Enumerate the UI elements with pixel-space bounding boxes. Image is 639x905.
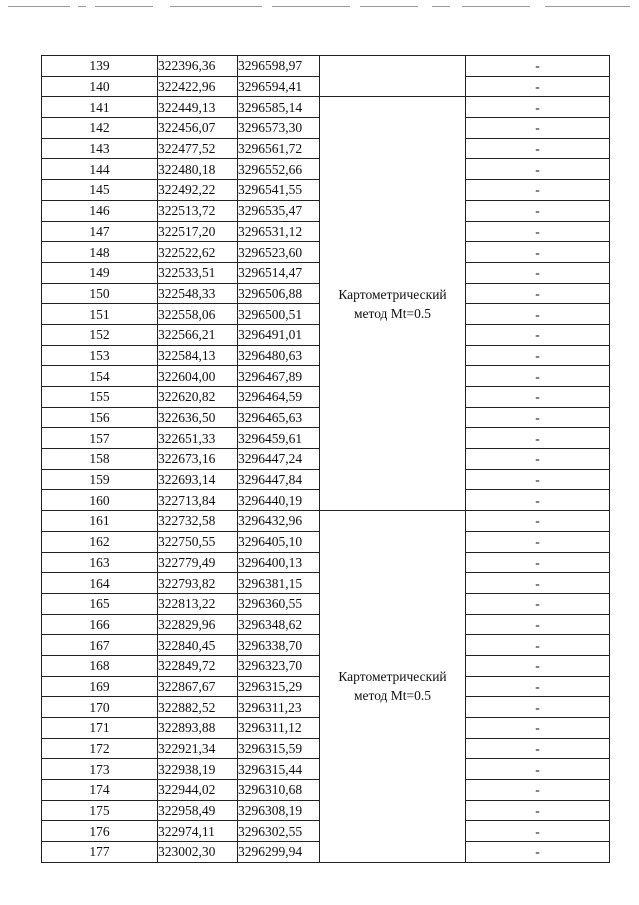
value-dash-cell: -	[466, 676, 610, 697]
x-coordinate-cell: 322636,50	[158, 407, 238, 428]
y-coordinate-cell: 3296467,89	[238, 366, 320, 387]
value-dash-cell: -	[466, 138, 610, 159]
point-number-cell: 153	[42, 345, 158, 366]
y-coordinate-cell: 3296523,60	[238, 242, 320, 263]
y-coordinate-cell: 3296561,72	[238, 138, 320, 159]
x-coordinate-cell: 322813,22	[158, 593, 238, 614]
method-line-1: Картометрический	[338, 286, 447, 302]
x-coordinate-cell: 322779,49	[158, 552, 238, 573]
point-number-cell: 171	[42, 718, 158, 739]
y-coordinate-cell: 3296598,97	[238, 56, 320, 77]
point-number-cell: 162	[42, 531, 158, 552]
x-coordinate-cell: 322396,36	[158, 56, 238, 77]
point-number-cell: 164	[42, 573, 158, 594]
point-number-cell: 151	[42, 304, 158, 325]
x-coordinate-cell: 322558,06	[158, 304, 238, 325]
point-number-cell: 155	[42, 387, 158, 408]
y-coordinate-cell: 3296464,59	[238, 387, 320, 408]
y-coordinate-cell: 3296459,61	[238, 428, 320, 449]
x-coordinate-cell: 322492,22	[158, 180, 238, 201]
point-number-cell: 176	[42, 821, 158, 842]
point-number-cell: 163	[42, 552, 158, 573]
x-coordinate-cell: 322604,00	[158, 366, 238, 387]
value-dash-cell: -	[466, 552, 610, 573]
y-coordinate-cell: 3296400,13	[238, 552, 320, 573]
x-coordinate-cell: 322829,96	[158, 614, 238, 635]
point-number-cell: 147	[42, 221, 158, 242]
value-dash-cell: -	[466, 780, 610, 801]
value-dash-cell: -	[466, 428, 610, 449]
table-row	[42, 511, 610, 532]
x-coordinate-cell: 322793,82	[158, 573, 238, 594]
method-cell	[320, 56, 466, 97]
x-coordinate-cell: 322974,11	[158, 821, 238, 842]
x-coordinate-cell: 322693,14	[158, 469, 238, 490]
x-coordinate-cell: 322849,72	[158, 655, 238, 676]
x-coordinate-cell: 322958,49	[158, 800, 238, 821]
y-coordinate-cell: 3296381,15	[238, 573, 320, 594]
value-dash-cell: -	[466, 697, 610, 718]
point-number-cell: 140	[42, 76, 158, 97]
point-number-cell: 148	[42, 242, 158, 263]
value-dash-cell: -	[466, 821, 610, 842]
point-number-cell: 150	[42, 283, 158, 304]
y-coordinate-cell: 3296302,55	[238, 821, 320, 842]
x-coordinate-cell: 322517,20	[158, 221, 238, 242]
x-coordinate-cell: 322938,19	[158, 759, 238, 780]
x-coordinate-cell: 322620,82	[158, 387, 238, 408]
y-coordinate-cell: 3296315,59	[238, 738, 320, 759]
x-coordinate-cell: 322456,07	[158, 118, 238, 139]
x-coordinate-cell: 322921,34	[158, 738, 238, 759]
method-cell	[320, 511, 466, 863]
point-number-cell: 146	[42, 200, 158, 221]
point-number-cell: 175	[42, 800, 158, 821]
table-row	[42, 56, 610, 77]
point-number-cell: 154	[42, 366, 158, 387]
x-coordinate-cell: 323002,30	[158, 842, 238, 863]
x-coordinate-cell: 322533,51	[158, 262, 238, 283]
point-number-cell: 174	[42, 780, 158, 801]
x-coordinate-cell: 322513,72	[158, 200, 238, 221]
value-dash-cell: -	[466, 738, 610, 759]
coordinates-table	[41, 55, 610, 863]
value-dash-cell: -	[466, 283, 610, 304]
value-dash-cell: -	[466, 159, 610, 180]
y-coordinate-cell: 3296348,62	[238, 614, 320, 635]
y-coordinate-cell: 3296585,14	[238, 97, 320, 118]
y-coordinate-cell: 3296311,23	[238, 697, 320, 718]
value-dash-cell: -	[466, 366, 610, 387]
x-coordinate-cell: 322882,52	[158, 697, 238, 718]
point-number-cell: 156	[42, 407, 158, 428]
y-coordinate-cell: 3296440,19	[238, 490, 320, 511]
x-coordinate-cell: 322867,67	[158, 676, 238, 697]
value-dash-cell: -	[466, 118, 610, 139]
x-coordinate-cell: 322840,45	[158, 635, 238, 656]
y-coordinate-cell: 3296447,24	[238, 449, 320, 470]
point-number-cell: 166	[42, 614, 158, 635]
value-dash-cell: -	[466, 221, 610, 242]
value-dash-cell: -	[466, 614, 610, 635]
x-coordinate-cell: 322477,52	[158, 138, 238, 159]
point-number-cell: 157	[42, 428, 158, 449]
value-dash-cell: -	[466, 345, 610, 366]
y-coordinate-cell: 3296311,12	[238, 718, 320, 739]
x-coordinate-cell: 322673,16	[158, 449, 238, 470]
method-line-2: метод Mt=0.5	[353, 688, 432, 704]
y-coordinate-cell: 3296594,41	[238, 76, 320, 97]
x-coordinate-cell: 322480,18	[158, 159, 238, 180]
value-dash-cell: -	[466, 324, 610, 345]
y-coordinate-cell: 3296315,29	[238, 676, 320, 697]
point-number-cell: 161	[42, 511, 158, 532]
point-number-cell: 165	[42, 593, 158, 614]
value-dash-cell: -	[466, 200, 610, 221]
value-dash-cell: -	[466, 718, 610, 739]
point-number-cell: 149	[42, 262, 158, 283]
value-dash-cell: -	[466, 56, 610, 77]
y-coordinate-cell: 3296432,96	[238, 511, 320, 532]
value-dash-cell: -	[466, 842, 610, 863]
value-dash-cell: -	[466, 800, 610, 821]
point-number-cell: 142	[42, 118, 158, 139]
y-coordinate-cell: 3296541,55	[238, 180, 320, 201]
y-coordinate-cell: 3296500,51	[238, 304, 320, 325]
y-coordinate-cell: 3296491,01	[238, 324, 320, 345]
y-coordinate-cell: 3296535,47	[238, 200, 320, 221]
y-coordinate-cell: 3296299,94	[238, 842, 320, 863]
x-coordinate-cell: 322944,02	[158, 780, 238, 801]
value-dash-cell: -	[466, 531, 610, 552]
y-coordinate-cell: 3296315,44	[238, 759, 320, 780]
value-dash-cell: -	[466, 593, 610, 614]
y-coordinate-cell: 3296323,70	[238, 655, 320, 676]
point-number-cell: 145	[42, 180, 158, 201]
value-dash-cell: -	[466, 387, 610, 408]
y-coordinate-cell: 3296447,84	[238, 469, 320, 490]
point-number-cell: 168	[42, 655, 158, 676]
y-coordinate-cell: 3296405,10	[238, 531, 320, 552]
y-coordinate-cell: 3296573,30	[238, 118, 320, 139]
y-coordinate-cell: 3296531,12	[238, 221, 320, 242]
x-coordinate-cell: 322548,33	[158, 283, 238, 304]
point-number-cell: 172	[42, 738, 158, 759]
point-number-cell: 139	[42, 56, 158, 77]
point-number-cell: 160	[42, 490, 158, 511]
point-number-cell: 144	[42, 159, 158, 180]
table-row	[42, 97, 610, 118]
y-coordinate-cell: 3296465,63	[238, 407, 320, 428]
coordinates-table-body	[42, 56, 610, 863]
method-line-1: Картометрический	[338, 669, 447, 685]
value-dash-cell: -	[466, 511, 610, 532]
method-line-2: метод Mt=0.5	[353, 305, 432, 321]
point-number-cell: 141	[42, 97, 158, 118]
point-number-cell: 167	[42, 635, 158, 656]
y-coordinate-cell: 3296360,55	[238, 593, 320, 614]
value-dash-cell: -	[466, 573, 610, 594]
value-dash-cell: -	[466, 759, 610, 780]
value-dash-cell: -	[466, 180, 610, 201]
value-dash-cell: -	[466, 635, 610, 656]
point-number-cell: 169	[42, 676, 158, 697]
scan-top-edge	[0, 6, 639, 7]
x-coordinate-cell: 322449,13	[158, 97, 238, 118]
y-coordinate-cell: 3296514,47	[238, 262, 320, 283]
x-coordinate-cell: 322732,58	[158, 511, 238, 532]
value-dash-cell: -	[466, 262, 610, 283]
point-number-cell: 152	[42, 324, 158, 345]
value-dash-cell: -	[466, 97, 610, 118]
value-dash-cell: -	[466, 407, 610, 428]
value-dash-cell: -	[466, 490, 610, 511]
x-coordinate-cell: 322893,88	[158, 718, 238, 739]
y-coordinate-cell: 3296506,88	[238, 283, 320, 304]
value-dash-cell: -	[466, 449, 610, 470]
x-coordinate-cell: 322422,96	[158, 76, 238, 97]
y-coordinate-cell: 3296552,66	[238, 159, 320, 180]
x-coordinate-cell: 322566,21	[158, 324, 238, 345]
point-number-cell: 158	[42, 449, 158, 470]
point-number-cell: 173	[42, 759, 158, 780]
x-coordinate-cell: 322750,55	[158, 531, 238, 552]
x-coordinate-cell: 322651,33	[158, 428, 238, 449]
x-coordinate-cell: 322522,62	[158, 242, 238, 263]
y-coordinate-cell: 3296480,63	[238, 345, 320, 366]
y-coordinate-cell: 3296338,70	[238, 635, 320, 656]
point-number-cell: 177	[42, 842, 158, 863]
value-dash-cell: -	[466, 242, 610, 263]
y-coordinate-cell: 3296308,19	[238, 800, 320, 821]
value-dash-cell: -	[466, 76, 610, 97]
y-coordinate-cell: 3296310,68	[238, 780, 320, 801]
x-coordinate-cell: 322584,13	[158, 345, 238, 366]
point-number-cell: 159	[42, 469, 158, 490]
method-cell	[320, 97, 466, 511]
point-number-cell: 170	[42, 697, 158, 718]
value-dash-cell: -	[466, 655, 610, 676]
point-number-cell: 143	[42, 138, 158, 159]
value-dash-cell: -	[466, 469, 610, 490]
x-coordinate-cell: 322713,84	[158, 490, 238, 511]
value-dash-cell: -	[466, 304, 610, 325]
